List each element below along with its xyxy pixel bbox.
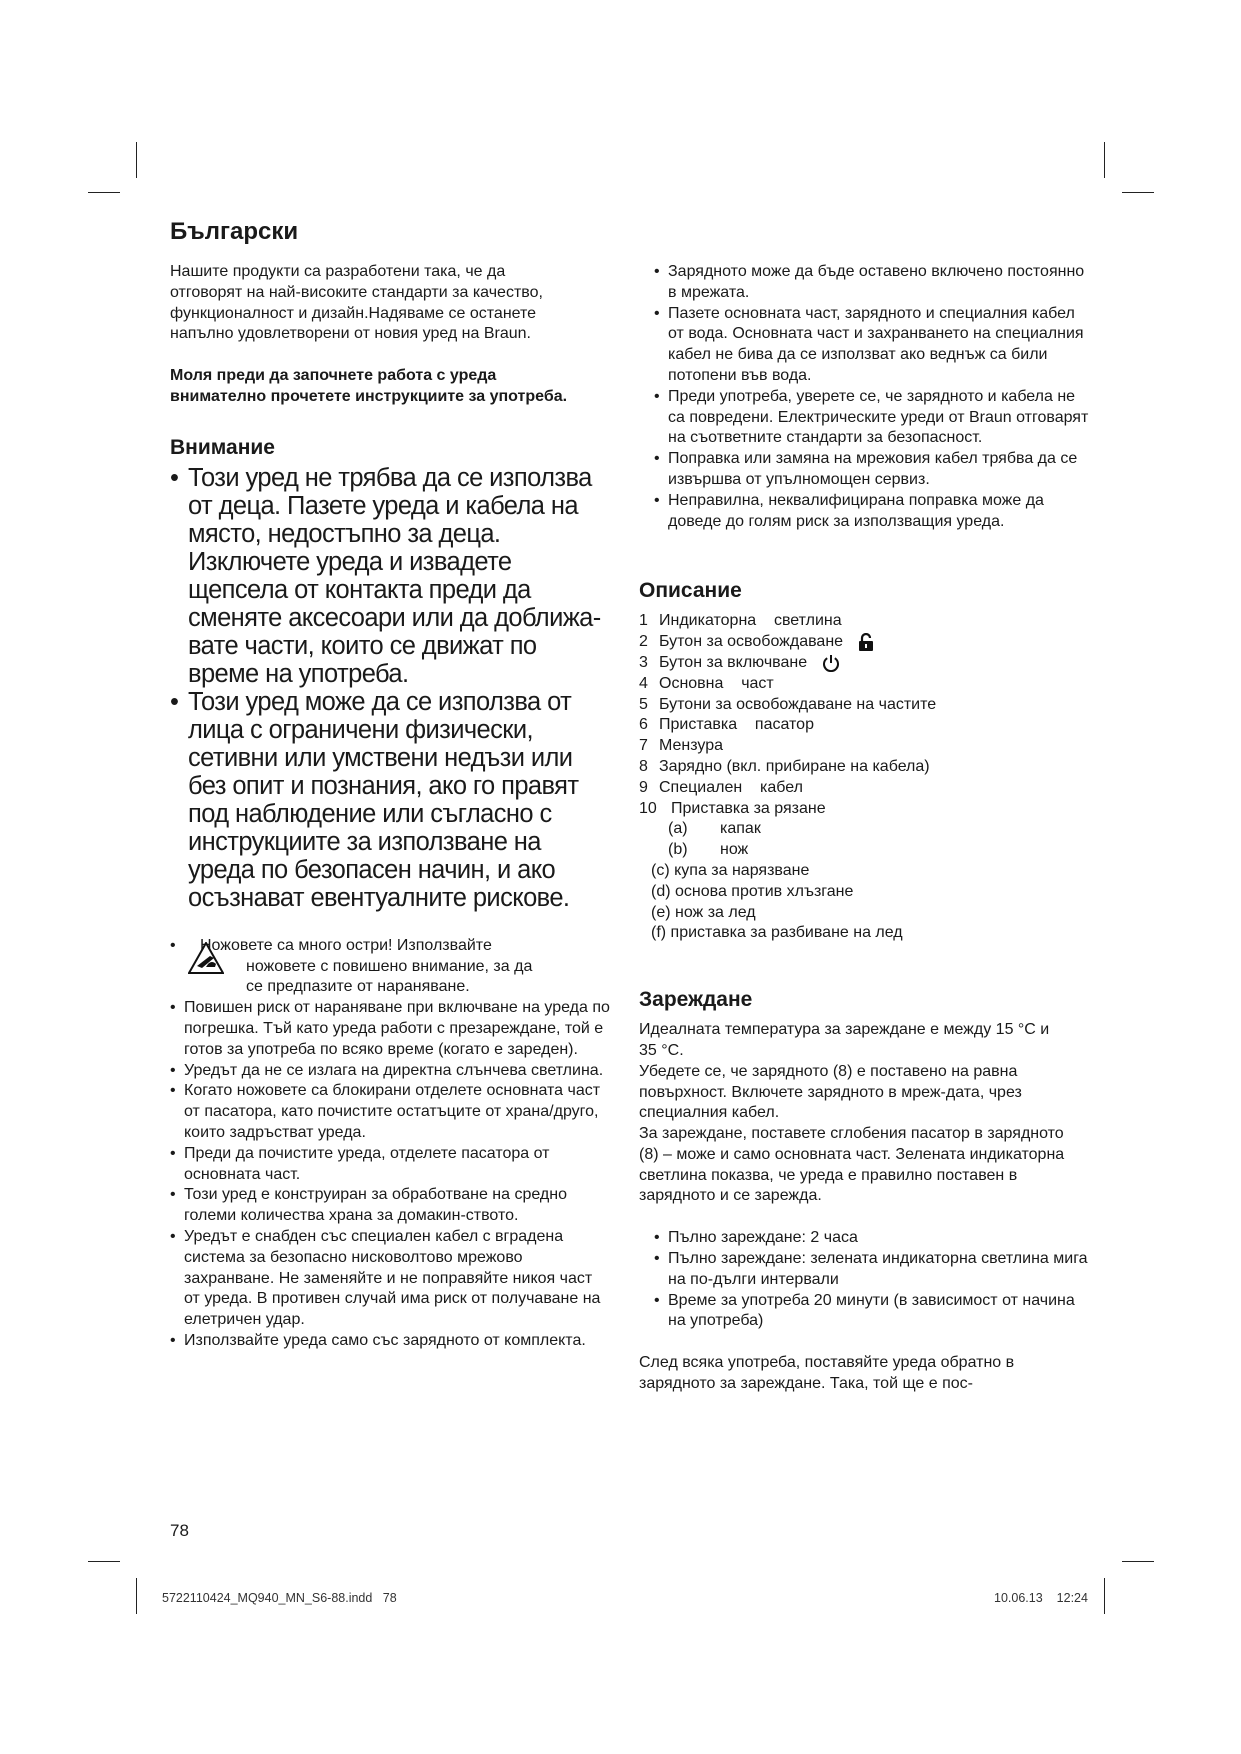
crop-mark: [136, 1578, 137, 1614]
description-item: 2 Бутон за освобождаване: [639, 632, 1089, 653]
knife-warning-line: Ножовете са много остри! Използвайте: [200, 936, 492, 954]
big-warning-list: [170, 464, 610, 912]
knife-warning-icon: [188, 942, 224, 974]
footer-time: 12:24: [1056, 1591, 1088, 1605]
footer-file-info: 5722110424_MQ940_MN_S6-88.indd 78: [162, 1591, 397, 1605]
safety-item: • Неправилна, неквалифицирана поправка може да доведе до голям риск за използващия уреда.: [654, 491, 1094, 533]
charging-list: [639, 1228, 1094, 1332]
safety-list-continued: [639, 262, 1094, 532]
safety-item: • Преди да почистите уреда, отделете пасатора от основната част.: [170, 1144, 610, 1186]
unlock-icon: [858, 633, 874, 651]
safety-item: • Зарядното може да бъде оставено включено постоянно в мрежата.: [654, 262, 1094, 304]
description-subitem: (c) купа за нарязване: [651, 861, 810, 879]
description-subitem: (f) приставка за разбиване на лед: [651, 924, 903, 942]
safety-list: [170, 998, 610, 1352]
safety-item: • Когато ножовете са блокирани отделете основната част от пасатора, като почистите остатъците от храна/друго, които задръстват уреда.: [170, 1081, 610, 1143]
safety-item: • Преди употреба, уверете се, че зарядното и кабела не са повредени. Електрическите уреди от Braun отговарят на съответните стандарти за безопасност.: [654, 387, 1094, 449]
description-item: 5 Бутони за освобождаване на частите: [639, 695, 937, 713]
safety-item: • Пазете основната част, зарядното и специалния кабел от вода. Основната част и захранването на специалния кабел не бива да се използват ако веднъж са били потопени във вода.: [654, 304, 1094, 387]
page-title: Български: [170, 218, 299, 245]
description-item: 7 Мензура: [639, 737, 724, 755]
warning-heading: Внимание: [170, 435, 275, 459]
description-subitem: (d) основа против хлъзгане: [651, 882, 854, 900]
description-subitem: (b) нож: [668, 841, 749, 859]
description-subitem: (a) капак: [668, 820, 761, 838]
charging-item: • Време за употреба 20 минути (в зависимост от начина на употреба): [654, 1291, 1094, 1333]
safety-item: • Уредът да не се излага на директна слънчева светлина.: [170, 1061, 610, 1082]
crop-mark: [1122, 1561, 1154, 1562]
safety-item: • Поправка или замяна на мрежовия кабел трябва да се извършва от упълномощен сервиз.: [654, 449, 1094, 491]
crop-mark: [136, 142, 137, 178]
description-item: 8 Зарядно (вкл. прибиране на кабела): [639, 757, 930, 775]
bullet-glyph: •: [170, 936, 176, 954]
knife-warning: [170, 936, 620, 998]
crop-mark: [1122, 192, 1154, 193]
description-item: 6 Приставка пасатор: [639, 716, 814, 734]
knife-warning-line: се предпазите от нараняване.: [246, 978, 470, 996]
big-warning-item: • Този уред не трябва да се използва от деца. Пазете уреда и кабела на място, недостъпно за деца. Изключете уреда и извадете щепсела от контакта преди да сменяте аксесоари или да доближа-вате части, които се движат по време на употреба.: [170, 464, 610, 688]
charging-paragraph: Идеалната температура за зареждане е между 15 °C и 35 °C. Убедете се, че зарядното (8) е поставено на равна повърхност. Включете зарядното в мреж-дата, чрез специалния кабел. За зареждане, поставете сглобения пасатор в зарядното (8) – може и само основната част. Зелената индикаторна светлина показва, че уреда е правилно поставен в зарядното и се зарежда.: [639, 1021, 1065, 1205]
right-column: [639, 262, 1089, 1395]
description-list: [639, 611, 1089, 944]
safety-item: • Уредът е снабден със специален кабел с вградена система за безопасно нисковолтово мрежово захранване. Не заменяйте и не поправяйте никоя част от уреда. В противен случай има риск от получаване на елетричен удар.: [170, 1227, 610, 1331]
description-item: 1 Индикаторна светлина: [639, 612, 842, 630]
crop-mark: [88, 192, 120, 193]
big-warning-item: • Този уред може да се използва от лица с ограничени физически, сетивни или умствени недъзи или без опит и познания, ако го правят под наблюдение или съгласно с инструкциите за използване на уреда по безопасен начин, и ако осъзнават евентуалните рискове.: [170, 688, 610, 912]
charging-item: • Пълно зареждане: 2 часа: [654, 1228, 1094, 1249]
description-heading: Описание: [639, 579, 742, 603]
charging-heading: Зареждане: [639, 988, 753, 1012]
crop-mark: [88, 1561, 120, 1562]
description-item: 10 Приставка за рязане: [639, 799, 826, 817]
intro-paragraph: Нашите продукти са разработени така, че да отговорят на най-високите стандарти за качество, функционалност и дизайн.Надяваме се останете напълно удовлетворени от новия уред на Braun.: [170, 263, 543, 343]
knife-warning-line: ножовете с повишено внимание, за да: [246, 957, 533, 975]
power-icon: [822, 654, 840, 672]
safety-item: • Използвайте уреда само със зарядното от комплекта.: [170, 1331, 610, 1352]
notice-paragraph: Моля преди да започнете работа с уреда внимателно прочетете инструкциите за употреба.: [170, 367, 568, 405]
left-column: [170, 218, 620, 1352]
description-item: 4 Основна част: [639, 674, 774, 692]
footer-date: 10.06.13: [994, 1591, 1043, 1605]
page-number: 78: [170, 1521, 189, 1540]
crop-mark: [1104, 142, 1105, 178]
description-subitem: (e) нож за лед: [651, 903, 756, 921]
closing-paragraph: След всяка употреба, поставяйте уреда обратно в зарядното за зареждане. Така, той ще е пос-: [639, 1354, 1015, 1393]
footer-timestamp: [994, 1591, 1088, 1605]
charging-item: • Пълно зареждане: зелената индикаторна светлина мига на по-дълги интервали: [654, 1249, 1094, 1291]
description-item: 3 Бутон за включване: [639, 653, 1089, 674]
safety-item: • Повишен риск от нараняване при включване на уреда по погрешка. Тъй като уреда работи с презареждане, той е готов за употреба по всяко време (когато е зареден).: [170, 998, 610, 1060]
crop-mark: [1104, 1578, 1105, 1614]
safety-item: • Този уред е конструиран за обработване на средно големи количества храна за домакин-ството.: [170, 1185, 610, 1227]
description-item: 9 Специален кабел: [639, 778, 803, 796]
